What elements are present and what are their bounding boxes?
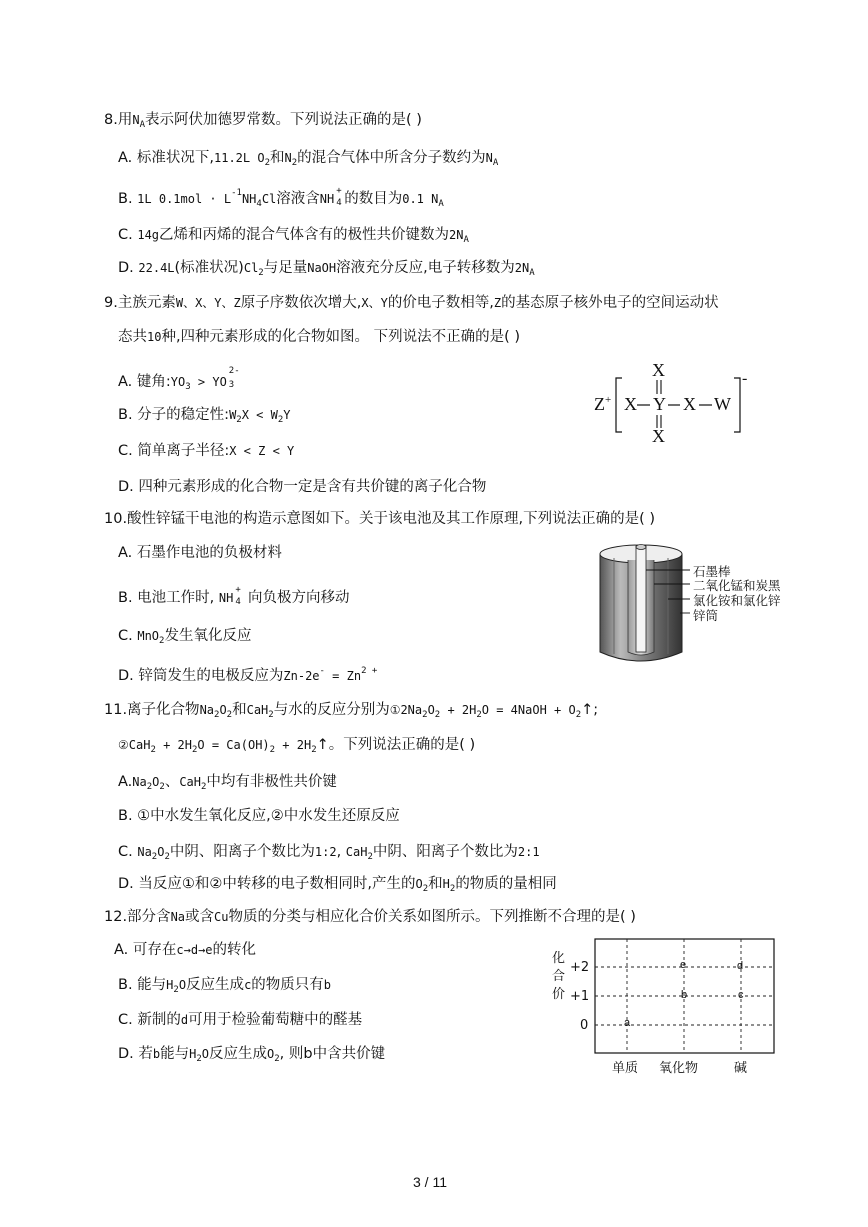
struct-anion-charge: -: [742, 370, 748, 387]
q11-option-a: $A.Na_2O_2$、CaH$_2$中均有非极性共价键: [118, 774, 337, 792]
q9-structure-lines: [588, 360, 768, 450]
battery-label-nh4cl: 氯化铵和氯化锌: [693, 593, 781, 608]
struct-w: W: [714, 394, 731, 414]
q9-option-d: D. 四种元素形成的化合物一定是含有共价键的离子化合物: [118, 479, 487, 495]
q9-stem-line2: 态共10种,四种元素形成的化合物如图。 下列说法不正确的是( ): [118, 329, 521, 345]
battery-label-graphite: 石墨棒: [693, 564, 731, 579]
q12-option-c: C. 新制的d可用于检验葡萄糖中的醛基: [118, 1012, 363, 1028]
chart-ylabel-1: 化: [552, 951, 566, 966]
q8-option-b: B. 1L $0.1mol \cdot L^{-1}NH_4Cl$溶液含NH + 4 的数目为0.1 $N_A$: [118, 186, 444, 209]
struct-cation: Z+: [594, 394, 612, 414]
q11-stem-line2: ②CaH$_2$ + $2H_2O = Ca(OH)_2$ + $2H_2↑$。下列说法正确的是( ): [118, 737, 476, 755]
q11-option-c: C. $Na_2O_2$中阴、阳离子个数比为1:2, CaH$_2$中阴、阳离子个数比为2:1: [118, 844, 540, 862]
q10-option-c: C. MnO$_2$发生氧化反应: [118, 628, 252, 646]
battery-label-mno2: 二氧化锰和炭黑: [693, 578, 781, 593]
chart-point-d: d: [737, 960, 744, 972]
chart-ylabel-3: 价: [552, 987, 566, 1002]
q11-stem-line1: 11.离子化合物$Na_2O_2$和CaH$_2$与水的反应分别为$①2Na_2O_2 + 2H_2O$ = 4NaOH + $O_2↑$;: [104, 702, 599, 720]
chart-point-b: b: [681, 989, 688, 1001]
chart-ytick-plus2: +2: [570, 960, 590, 975]
chart-ytick-plus1: +1: [570, 989, 590, 1004]
q10-option-b: B. 电池工作时, NH + 4 向负极方向移动: [118, 585, 350, 607]
q8-option-c: C. 14g乙烯和丙烯的混合气体含有的极性共价键数为$2N_A$: [118, 227, 469, 245]
struct-x-bottom: X: [652, 426, 665, 446]
q9-option-b: B. 分子的稳定性$:W_2X < W_2Y$: [118, 407, 291, 425]
struct-x-left: X: [624, 394, 637, 414]
q8-stem: 8.用$N_A$表示阿伏加德罗常数。下列说法正确的是( ): [104, 112, 422, 130]
chart-point-e: e: [680, 959, 687, 971]
q10-option-a: A. 石墨作电池的负极材料: [118, 545, 282, 561]
q10-battery-diagram: [590, 540, 820, 670]
q10-option-d: D. 锌筒发生的电极反应为$Zn-2e^- = Zn^{2 +}$: [118, 666, 378, 684]
chart-point-a: a: [624, 1017, 631, 1029]
page-number: 3 / 11: [413, 1174, 447, 1190]
q8-option-d: D. 22.4L(标准状况)$Cl_2$与足量NaOH溶液充分反应,电子转移数为$2N_A$: [118, 260, 535, 278]
q11-option-d: D. 当反应①和②中转移的电子数相同时,产生的$O_2$和$H_2$的物质的量相同: [118, 876, 557, 894]
q9-structure-diagram: [588, 360, 768, 450]
q12-valence-chart: [538, 935, 788, 1080]
q9-option-a: A. 键角$:YO_3$ > YO 2- 3: [118, 366, 240, 392]
q11-option-b: B. ①中水发生氧化反应,②中水发生还原反应: [118, 808, 400, 824]
chart-xtick-element: 单质: [612, 1061, 639, 1076]
struct-x-right: X: [683, 394, 696, 414]
q10-stem: 10.酸性锌锰干电池的构造示意图如下。关于该电池及其工作原理,下列说法正确的是( ): [104, 511, 656, 527]
chart-xtick-oxide: 氧化物: [659, 1061, 699, 1076]
q12-stem: 12.部分含Na或含Cu物质的分类与相应化合价关系如图所示。下列推断不合理的是( ): [104, 909, 636, 925]
q9-stem-line1: 9.主族元素W、X、Y、Z原子序数依次增大,X、Y的价电子数相等,Z的基态原子核外电子的空间运动状: [104, 295, 719, 311]
chart-ylabel-2: 合: [552, 969, 566, 984]
q12-option-a: A. 可存在c→d→e的转化: [114, 942, 257, 958]
struct-x-top: X: [652, 360, 665, 380]
q9-option-c: C. 简单离子半径:X < Z < Y: [118, 443, 295, 459]
q8-option-a: A. 标准状况下,11.2L $O_2$和$N_2$的混合气体中所含分子数约为$N_A$: [118, 150, 499, 168]
chart-xtick-base: 碱: [734, 1061, 748, 1076]
q12-option-b: B. 能与$H_2O$反应生成c的物质只有b: [118, 977, 332, 995]
q12-option-d: D. 若b能与$H_2O$反应生成$O_2$, 则b中含共价键: [118, 1046, 386, 1064]
battery-label-zinc: 锌筒: [693, 608, 719, 623]
struct-y-center: Y: [653, 394, 666, 414]
chart-point-c: c: [738, 989, 744, 1001]
chart-ytick-zero: 0: [580, 1018, 589, 1033]
